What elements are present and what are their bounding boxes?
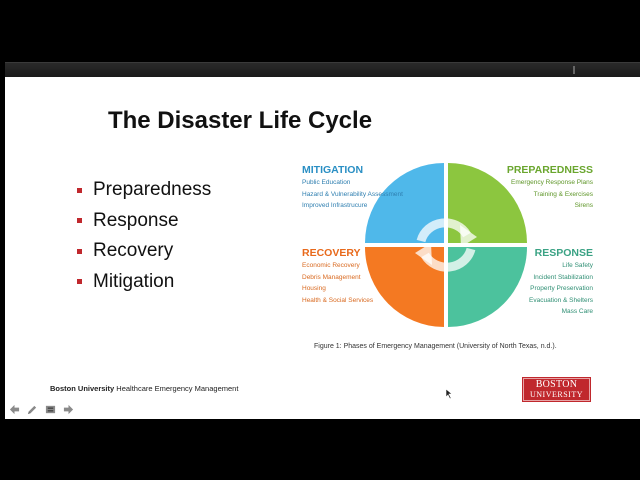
response-item: Incident Stabilization — [533, 273, 593, 281]
bullet-item — [77, 236, 211, 267]
slide-footer — [50, 384, 238, 393]
bullet-text: Mitigation — [93, 270, 175, 292]
preparedness-item: Emergency Response Plans — [510, 179, 593, 186]
bullet-marker — [77, 188, 82, 193]
response-item: Life Safety — [562, 262, 593, 269]
bullet-text: Response — [93, 209, 179, 231]
preparedness-item: Sirens — [574, 202, 593, 209]
viewer-top-bar — [5, 62, 640, 77]
response-label — [529, 246, 593, 318]
mitigation-item: Improved Infrastrucure — [302, 202, 368, 209]
boston-university-logo — [522, 377, 591, 402]
mitigation-title: MITIGATION — [302, 164, 364, 176]
response-item: Mass Care — [561, 308, 593, 315]
footer-program: Healthcare Emergency Management — [114, 384, 239, 393]
arrow-left-icon[interactable] — [7, 402, 21, 416]
preparedness-label — [507, 163, 593, 212]
slide-title: The Disaster Life Cycle — [107, 107, 373, 134]
menu-icon[interactable] — [43, 402, 57, 416]
bullet-text: Preparedness — [93, 179, 212, 201]
recovery-item: Health & Social Services — [302, 296, 374, 304]
preparedness-item: Training & Exercises — [533, 190, 593, 198]
recovery-item: Debris Management — [302, 273, 361, 281]
bullet-item — [77, 267, 211, 298]
response-title: RESPONSE — [534, 247, 593, 259]
recovery-item: Housing — [302, 285, 326, 292]
bullet-item — [77, 206, 211, 237]
footer-institution: Boston University — [50, 384, 115, 393]
slide — [5, 77, 640, 419]
bullet-text: Recovery — [93, 240, 174, 262]
bullet-item — [77, 175, 211, 206]
pencil-icon[interactable] — [25, 402, 39, 416]
recovery-title: RECOVERY — [302, 247, 361, 259]
arrow-right-icon[interactable] — [61, 402, 75, 416]
logo-line-1: BOSTON — [535, 379, 578, 390]
mitigation-item: Public Education — [302, 179, 351, 186]
preparedness-title: PREPAREDNESS — [506, 164, 593, 176]
bullet-marker — [77, 279, 82, 284]
logo-line-2: UNIVERSITY — [530, 390, 583, 399]
cycle-arrows-icon — [411, 211, 481, 279]
presentation-toolbar — [7, 402, 75, 416]
mitigation-label — [302, 163, 403, 212]
top-bar-marker — [573, 66, 575, 74]
recovery-label — [302, 246, 373, 306]
mouse-cursor-icon — [446, 389, 454, 399]
response-item: Property Preservation — [530, 285, 593, 292]
bullet-marker — [77, 218, 82, 223]
bullet-marker — [77, 249, 82, 254]
recovery-item: Economic Recovery — [302, 262, 360, 269]
bullet-list — [77, 175, 211, 297]
mitigation-item: Hazard & Vulnerability Assessment — [302, 190, 403, 198]
figure-caption: Figure 1: Phases of Emergency Management (University of North Texas, n.d.). — [314, 343, 557, 350]
response-item: Evacuation & Shelters — [529, 296, 593, 304]
